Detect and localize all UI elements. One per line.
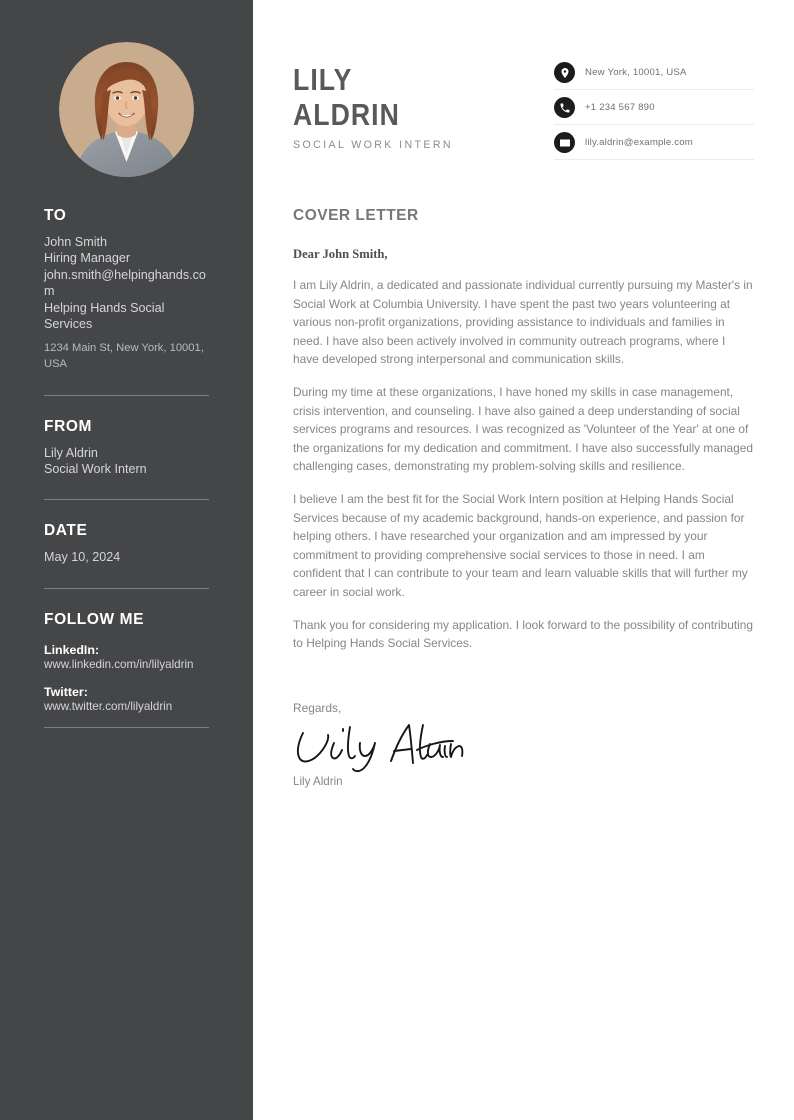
- to-address: 1234 Main St, New York, 10001, USA: [44, 342, 204, 371]
- signature-image: [293, 719, 754, 777]
- job-title: SOCIAL WORK INTERN: [293, 139, 453, 151]
- avatar: [59, 42, 194, 177]
- linkedin-label: LinkedIn:: [44, 642, 100, 657]
- location-pin-icon: [554, 62, 575, 83]
- contact-divider: [554, 124, 754, 125]
- name-block: [293, 56, 453, 151]
- contact-divider: [554, 159, 754, 160]
- divider: [44, 727, 209, 728]
- phone-text: +1 234 567 890: [585, 102, 655, 113]
- contact-row-phone: [554, 97, 754, 124]
- from-line: Lily Aldrin: [44, 445, 98, 460]
- from-line: Social Work Intern: [44, 462, 147, 477]
- email-text: lily.aldrin@example.com: [585, 137, 693, 148]
- linkedin-url[interactable]: www.linkedin.com/in/lilyaldrin: [44, 657, 194, 671]
- to-line: Hiring Manager: [44, 251, 131, 266]
- sidebar: [0, 0, 253, 1120]
- date-value: May 10, 2024: [44, 550, 121, 565]
- to-line: Helping Hands Social Services: [44, 300, 165, 332]
- divider: [44, 395, 209, 396]
- salutation: Dear John Smith,: [293, 247, 388, 261]
- contact-list: [554, 56, 754, 167]
- signed-name: Lily Aldrin: [293, 774, 343, 788]
- first-name: LILY: [293, 62, 353, 97]
- to-line: john.smith@helpinghands.com: [44, 267, 206, 299]
- contact-row-email: [554, 132, 754, 159]
- paragraph: I am Lily Aldrin, a dedicated and passionate individual currently pursuing my Master's in Social Work at Columbia University. I have spent the past two years volunteering at various non-profit organizations, providing assistance to individuals and families in need. I have also been actively involved in community outreach programs, where I have developed strong interpersonal and communication skills.: [293, 278, 753, 367]
- page-title: COVER LETTER: [293, 207, 419, 224]
- letter-header: [293, 56, 754, 167]
- divider: [44, 499, 209, 500]
- to-heading: TO: [44, 207, 67, 224]
- follow-section: [44, 611, 209, 713]
- to-section: [44, 207, 209, 373]
- letter-body: [253, 0, 794, 1120]
- date-heading: DATE: [44, 522, 88, 540]
- paragraph: I believe I am the best fit for the Social Work Intern position at Helping Hands Social Services because of my academic background, hands-on experience, and passion for helping others. I have researched your organization and am impressed by your commitment to providing comprehensive social services to those in need. I am confident that I can contribute to your team and learn valuable skills that will further my career in social work.: [293, 491, 748, 599]
- divider: [44, 588, 209, 589]
- envelope-icon: [554, 132, 575, 153]
- to-line: John Smith: [44, 235, 107, 249]
- closing: Regards,: [293, 700, 342, 715]
- date-section: [44, 522, 209, 565]
- location-text: New York, 10001, USA: [585, 67, 687, 78]
- from-section: [44, 418, 209, 478]
- twitter-url[interactable]: www.twitter.com/lilyaldrin: [44, 699, 173, 713]
- phone-icon: [554, 97, 575, 118]
- contact-divider: [554, 89, 754, 90]
- paragraph: During my time at these organizations, I have honed my skills in case management, crisis intervention, and counseling. I have also gained a deep understanding of social services programs and resources. I was recognized as 'Volunteer of the Year' at one of the organizations for my dedication and commitment. I have also successfully managed challenging cases, demonstrating my problem-solving skills and resilience.: [293, 384, 754, 474]
- follow-heading: FOLLOW ME: [44, 610, 145, 628]
- last-name: ALDRIN: [293, 97, 400, 132]
- paragraph: Thank you for considering my application. I look forward to the possibility of contributing to Helping Hands Social Services.: [293, 617, 754, 651]
- twitter-label: Twitter:: [44, 684, 88, 699]
- contact-row-location: [554, 62, 754, 89]
- from-heading: FROM: [44, 417, 93, 435]
